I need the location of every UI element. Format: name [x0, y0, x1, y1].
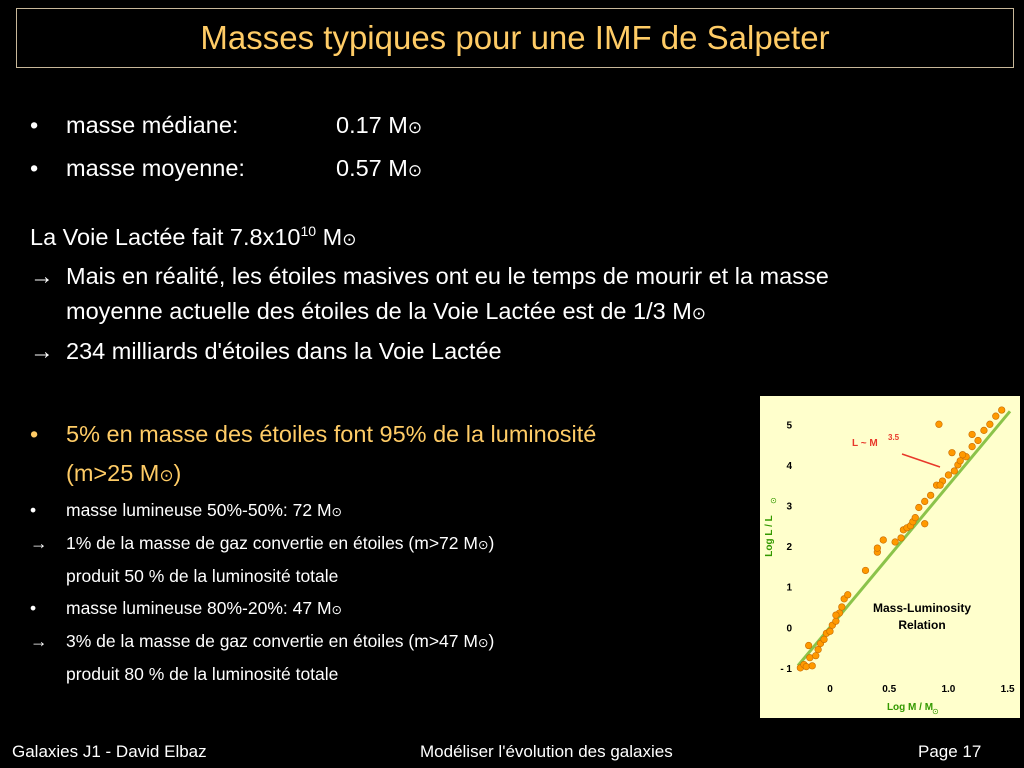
data-point: [921, 520, 928, 527]
data-point: [951, 468, 958, 475]
data-point: [805, 642, 812, 649]
x-tick-label: 1.5: [1000, 684, 1015, 695]
footer-right: Page 17: [918, 742, 982, 761]
chart-title: Mass-Luminosity: [872, 601, 972, 615]
arrow-icon: →: [30, 631, 48, 651]
data-point: [969, 443, 976, 450]
data-point: [957, 458, 964, 465]
annotation-pointer: [902, 454, 940, 467]
data-point: [809, 663, 816, 670]
bullet: •: [30, 112, 39, 138]
x-tick-label: 1.0: [941, 684, 956, 695]
data-point: [912, 514, 919, 521]
data-point: [807, 654, 814, 661]
x-axis-label: Log M / M: [886, 702, 934, 713]
arrow-icon: →: [30, 533, 48, 553]
median-value: 0.17 M⊙: [336, 112, 423, 138]
data-point: [992, 413, 999, 420]
annotation-label: L ~ M: [852, 438, 878, 449]
arrow-icon: →: [30, 263, 54, 289]
data-point: [981, 427, 988, 434]
annotation-exponent: 3.5: [888, 433, 900, 442]
data-point: [937, 482, 944, 489]
footer-left: Galaxies J1 - David Elbaz: [12, 742, 207, 761]
data-point: [815, 646, 822, 653]
arrow-icon: →: [30, 338, 54, 364]
bullet: •: [30, 155, 39, 181]
title-box: [16, 8, 1014, 68]
data-point: [892, 539, 899, 546]
data-point: [969, 431, 976, 438]
y-axis-label: Log L / L: [764, 515, 775, 557]
data-point: [936, 421, 943, 428]
y-tick-label: 3: [786, 501, 792, 513]
data-point: [821, 636, 828, 643]
data-point: [880, 537, 887, 544]
data-point: [998, 407, 1005, 414]
y-tick-label: 2: [786, 542, 792, 554]
data-point: [921, 498, 928, 505]
data-point: [949, 449, 956, 456]
data-point: [945, 472, 952, 479]
data-point: [862, 567, 869, 574]
data-point: [987, 421, 994, 428]
data-point: [844, 591, 851, 598]
data-point: [916, 504, 923, 511]
mean-value: 0.57 M⊙: [336, 155, 423, 181]
milky-way-mass: La Voie Lactée fait $7.8x10^{10}$ M⊙: [30, 223, 357, 250]
data-point: [959, 451, 966, 458]
data-point: [927, 492, 934, 499]
chart-title-line-2: Relation: [898, 618, 946, 632]
y-tick-label: 1: [786, 582, 792, 594]
data-point: [833, 618, 840, 625]
sun-symbol: ⊙: [932, 707, 939, 716]
data-point: [874, 545, 881, 552]
data-point: [833, 612, 840, 619]
y-tick-label: 0: [786, 623, 792, 635]
page-title: Masses typiques pour une IMF de Salpeter: [200, 19, 830, 56]
mass-luminosity-chart: [760, 396, 1020, 718]
data-point: [812, 652, 819, 659]
data-point: [803, 663, 810, 670]
x-tick-label: 0.5: [882, 684, 897, 695]
sun-symbol: ⊙: [769, 497, 778, 504]
mass-luminosity-plot: [760, 396, 1020, 718]
y-tick-label: 5: [786, 420, 792, 432]
data-point: [898, 535, 905, 542]
x-tick-label: 0: [827, 684, 833, 695]
bullet: •: [30, 421, 39, 447]
bullet: •: [30, 598, 37, 618]
mean-label: masse moyenne:: [66, 155, 245, 181]
footer-center: Modéliser l'évolution des galaxies: [420, 742, 673, 761]
median-label: masse médiane:: [66, 112, 239, 138]
y-tick-label: 4: [786, 460, 792, 472]
data-point: [839, 604, 846, 611]
y-tick-label: - 1: [780, 663, 792, 675]
bullet: •: [30, 500, 37, 520]
data-point: [975, 437, 982, 444]
data-point: [827, 628, 834, 635]
